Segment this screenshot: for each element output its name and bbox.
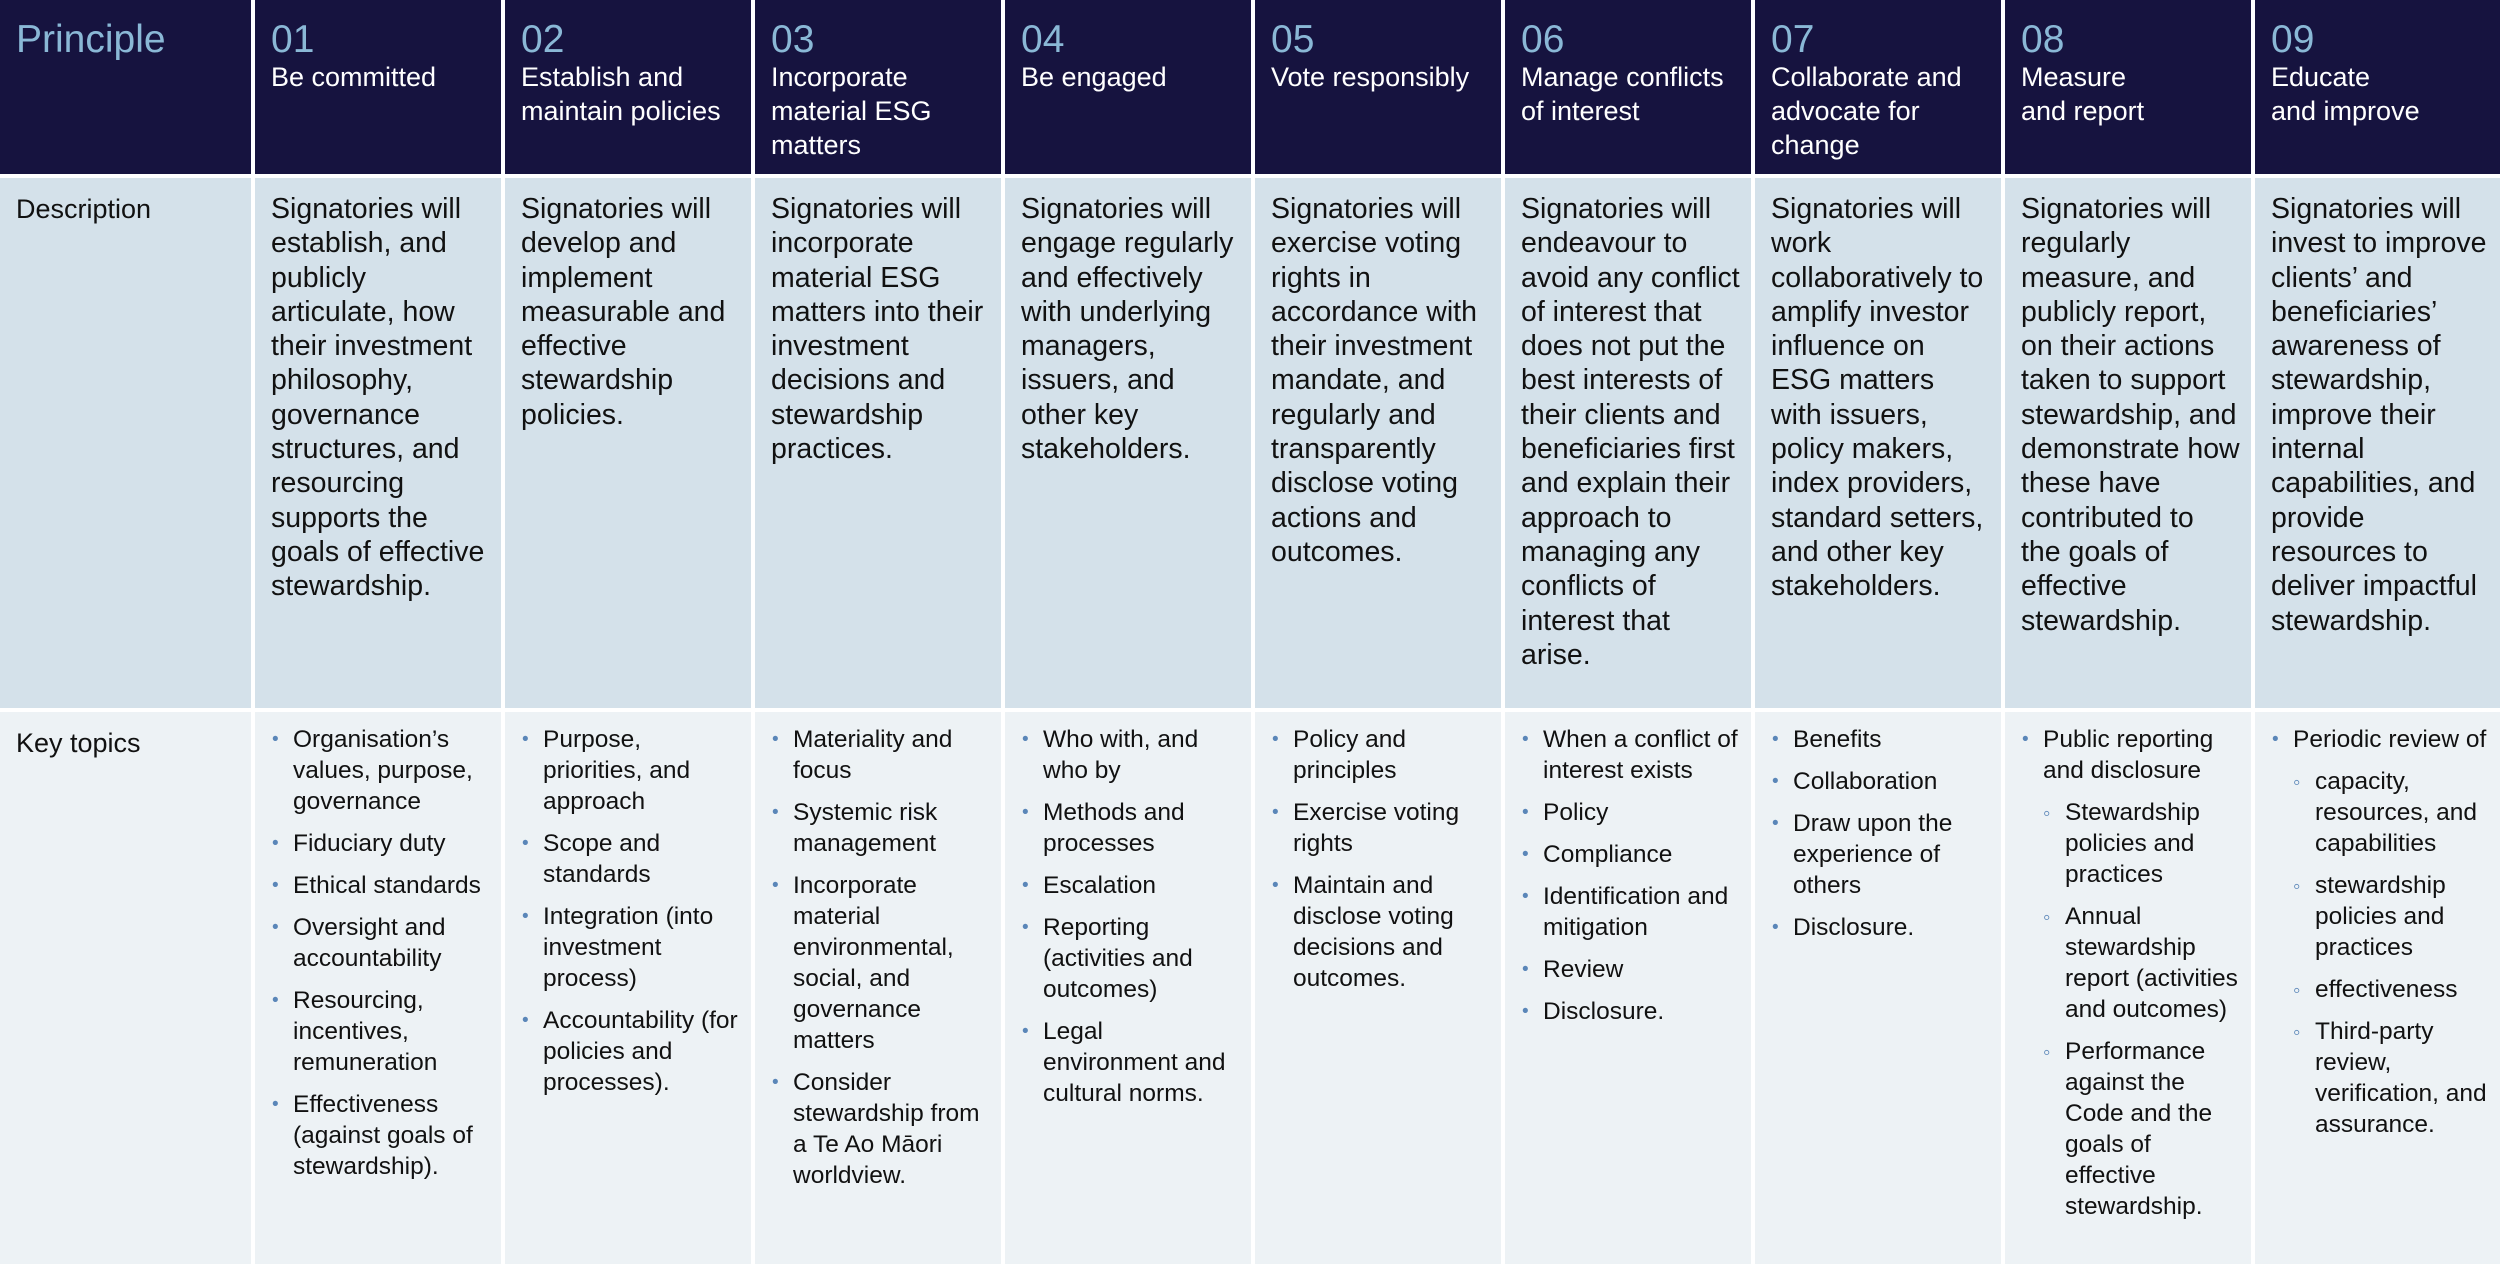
key-topic-subitem: ◦ effectiveness — [2293, 974, 2490, 1005]
key-topic-text: Oversight and accountability — [293, 914, 446, 972]
key-topic-text: Policy — [1543, 799, 1609, 826]
key-topic-item — [771, 724, 991, 786]
key-topics-list — [271, 724, 491, 1182]
principle-description: Signatories will work collaboratively to amplify investor influence on ESG matters with issuers, policy makers, index providers, standard setters, and other key stakeholders. — [1751, 178, 2001, 712]
key-topics-list — [1021, 724, 1241, 1109]
principle-number: 05 — [1271, 18, 1315, 61]
principle-header-02 — [501, 0, 751, 178]
key-topics-cell-05 — [1251, 712, 1501, 1264]
key-topic-item — [521, 724, 741, 817]
principle-title: Be committed — [271, 62, 437, 92]
key-topic-item — [271, 985, 491, 1078]
key-topic-item — [1521, 724, 1741, 786]
principle-description: Signatories will incorporate material ESG matters into their investment decisions and stewardship practices. — [751, 178, 1001, 712]
principle-header-08 — [2001, 0, 2251, 178]
key-topics-row-label — [0, 712, 251, 1264]
key-topic-subitem: ◦ Third-party review, verification, and assurance. — [2293, 1016, 2490, 1140]
key-topic-item — [271, 870, 491, 901]
principle-label: Principle — [16, 18, 166, 61]
key-topic-item — [521, 828, 741, 890]
key-topic-item — [771, 797, 991, 859]
key-topic-item — [1271, 870, 1491, 994]
principle-number: 01 — [271, 18, 315, 61]
principle-description: Signatories will engage regularly and effectively with underlying managers, issuers, and other key stakeholders. — [1001, 178, 1251, 712]
key-topic-text: Disclosure. — [1543, 998, 1665, 1025]
key-topic-text: Systemic risk management — [793, 799, 938, 857]
principle-header-07 — [1751, 0, 2001, 178]
key-topic-item — [1521, 839, 1741, 870]
principle-header-03 — [751, 0, 1001, 178]
principle-title: Vote responsibly — [1271, 62, 1470, 92]
key-topic-item — [1271, 797, 1491, 859]
key-topic-item — [771, 1067, 991, 1191]
key-topic-item — [1021, 724, 1241, 786]
key-topic-text: Policy and principles — [1293, 726, 1407, 784]
key-topic-text: When a conflict of interest exists — [1543, 726, 1738, 784]
key-topic-item — [271, 912, 491, 974]
key-topic-text: Review — [1543, 956, 1624, 983]
key-topics-cell-03 — [751, 712, 1001, 1264]
principle-header-04 — [1001, 0, 1251, 178]
key-topic-subitem: ◦ Annual stewardship report (activities and outcomes) — [2043, 901, 2241, 1025]
key-topic-text: Scope and standards — [543, 830, 661, 888]
key-topics-cell-01 — [251, 712, 501, 1264]
principle-number: 09 — [2271, 18, 2315, 61]
principle-number: 03 — [771, 18, 815, 61]
principle-title: Collaborate and advocate for change — [1771, 62, 1962, 160]
key-topic-item — [521, 1005, 741, 1098]
key-topic-text: Identification and mitigation — [1543, 883, 1729, 941]
key-topics-cell-09 — [2251, 712, 2500, 1264]
principle-header-01 — [251, 0, 501, 178]
key-topic-text: Reporting (activities and outcomes) — [1043, 914, 1193, 1003]
key-topic-text: Who with, and who by — [1043, 726, 1199, 784]
key-topic-text: Purpose, priorities, and approach — [543, 726, 691, 815]
key-topic-item — [271, 724, 491, 817]
principle-number: 04 — [1021, 18, 1065, 61]
key-topics-cell-08 — [2001, 712, 2251, 1264]
key-topic-item — [271, 828, 491, 859]
principle-number: 08 — [2021, 18, 2065, 61]
key-topic-text: Methods and processes — [1043, 799, 1185, 857]
key-topic-text: Ethical standards — [293, 872, 481, 899]
key-topic-item — [1771, 912, 1991, 943]
principle-title: Manage conflicts of interest — [1521, 62, 1724, 126]
principle-number: 07 — [1771, 18, 1815, 61]
principle-header-05 — [1251, 0, 1501, 178]
key-topic-item — [1021, 1016, 1241, 1109]
key-topics-cell-06 — [1501, 712, 1751, 1264]
key-topic-subitem: ◦ Stewardship policies and practices — [2043, 797, 2241, 890]
key-topic-item — [1521, 954, 1741, 985]
key-topics-cell-02 — [501, 712, 751, 1264]
key-topic-text: Effectiveness (against goals of stewardship). — [293, 1091, 473, 1180]
key-topic-item — [2021, 724, 2241, 1222]
principle-title: Educate and improve — [2271, 62, 2420, 126]
principle-title: Be engaged — [1021, 62, 1167, 92]
key-topic-text: Draw upon the experience of others — [1793, 810, 1953, 899]
description-row-label — [0, 178, 251, 712]
key-topic-text: Public reporting and disclosure — [2043, 726, 2214, 784]
key-topic-sublist — [2043, 797, 2241, 1222]
key-topics-cell-07 — [1751, 712, 2001, 1264]
key-topic-item — [1771, 808, 1991, 901]
key-topic-text: Maintain and disclose voting decisions and outcomes. — [1293, 872, 1454, 992]
key-topic-item — [521, 901, 741, 994]
key-topic-text: Collaboration — [1793, 768, 1938, 795]
principle-description: Signatories will exercise voting rights in accordance with their investment mandate, and regularly and transparently disclose voting actions and outcomes. — [1251, 178, 1501, 712]
key-topic-item — [271, 1089, 491, 1182]
key-topic-text: Materiality and focus — [793, 726, 953, 784]
principle-description: Signatories will invest to improve clients’ and beneficiaries’ awareness of stewardship, improve their internal capabilities, and provide resources to deliver impactful stewardship. — [2251, 178, 2500, 712]
key-topics-list — [771, 724, 991, 1191]
key-topic-sublist — [2293, 766, 2490, 1140]
principle-description: Signatories will endeavour to avoid any conflict of interest that does not put the best interests of their clients and beneficiaries first and explain their approach to managing any conflicts of interest that arise. — [1501, 178, 1751, 712]
key-topic-text: Exercise voting rights — [1293, 799, 1460, 857]
key-topic-subitem: ◦ stewardship policies and practices — [2293, 870, 2490, 963]
principle-description: Signatories will establish, and publicly articulate, how their investment philosophy, governance structures, and resourcing supports the goals of effective stewardship. — [251, 178, 501, 712]
key-topic-text: Periodic review of — [2293, 726, 2487, 753]
key-topic-item — [1021, 797, 1241, 859]
key-topics-list — [2021, 724, 2241, 1222]
key-topic-text: Incorporate material environmental, social, and governance matters — [793, 872, 954, 1054]
key-topic-text: Integration (into investment process) — [543, 903, 714, 992]
key-topics-list — [521, 724, 741, 1098]
key-topic-item — [1521, 996, 1741, 1027]
key-topic-subitem: ◦ Performance against the Code and the goals of effective stewardship. — [2043, 1036, 2241, 1222]
principle-header-06 — [1501, 0, 1751, 178]
key-topic-text: Accountability (for policies and processes). — [543, 1007, 738, 1096]
key-topic-text: Consider stewardship from a Te Ao Māori worldview. — [793, 1069, 980, 1189]
key-topic-text: Fiduciary duty — [293, 830, 446, 857]
principle-description: Signatories will regularly measure, and publicly report, on their actions taken to support stewardship, and demonstrate how these have contributed to the goals of effective stewardship. — [2001, 178, 2251, 712]
key-topic-text: Legal environment and cultural norms. — [1043, 1018, 1226, 1107]
principle-row-label — [0, 0, 251, 178]
key-topics-label: Key topics — [16, 728, 141, 758]
key-topic-item — [1021, 870, 1241, 901]
principle-title: Establish and maintain policies — [521, 62, 721, 126]
key-topic-item — [2271, 724, 2490, 1140]
key-topic-text: Compliance — [1543, 841, 1673, 868]
key-topic-item — [1271, 724, 1491, 786]
key-topic-subitem: ◦ capacity, resources, and capabilities — [2293, 766, 2490, 859]
key-topic-item — [1521, 881, 1741, 943]
key-topic-text: Benefits — [1793, 726, 1882, 753]
principle-number: 02 — [521, 18, 565, 61]
principle-title: Measure and report — [2021, 62, 2145, 126]
key-topic-text: Resourcing, incentives, remuneration — [293, 987, 438, 1076]
key-topics-list — [2271, 724, 2490, 1140]
key-topics-list — [1771, 724, 1991, 943]
key-topic-item — [1521, 797, 1741, 828]
key-topics-cell-04 — [1001, 712, 1251, 1264]
key-topic-item — [771, 870, 991, 1056]
key-topic-item — [1771, 724, 1991, 755]
key-topics-list — [1521, 724, 1741, 1027]
key-topic-text: Disclosure. — [1793, 914, 1915, 941]
principle-title: Incorporate material ESG matters — [771, 62, 932, 160]
key-topics-list — [1271, 724, 1491, 994]
principle-header-09 — [2251, 0, 2500, 178]
key-topic-text: Organisation’s values, purpose, governance — [293, 726, 473, 815]
principle-description: Signatories will develop and implement measurable and effective stewardship policies. — [501, 178, 751, 712]
principle-number: 06 — [1521, 18, 1565, 61]
description-label: Description — [16, 194, 152, 224]
key-topic-item — [1021, 912, 1241, 1005]
key-topic-text: Escalation — [1043, 872, 1157, 899]
key-topic-item — [1771, 766, 1991, 797]
